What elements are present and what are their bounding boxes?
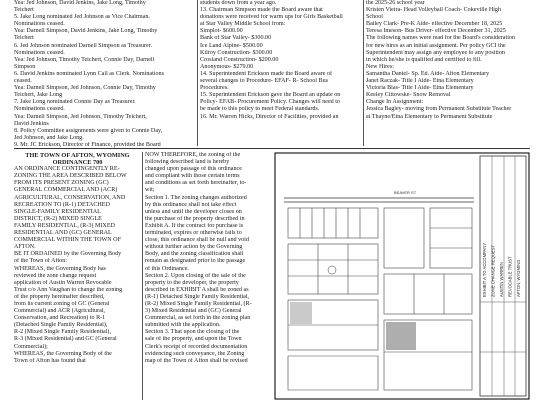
map-stamp-line: ZONE CHANGE REQUEST: [490, 244, 496, 297]
text-line: 3) Mixed Residential and (GC) General: [145, 308, 242, 315]
text-line: Teichert: [14, 7, 34, 14]
text-line: submitted with the application.: [145, 322, 221, 329]
text-line: Kristen Vieira- Head Volleyball Coach- Cokeville High: [366, 7, 502, 14]
text-line: close, this ordinance shall be null and void: [145, 237, 249, 244]
text-line: 5. Jake Long nominated Jed Johnson as Vice Chairman.: [14, 14, 150, 21]
text-line: Yea: Darnell Simpson, David Jenkins, Jake Long, Timothy: [14, 28, 158, 35]
text-line: Section 1. The zoning changes authorized: [145, 194, 247, 201]
text-line: Trust c/o Ann Vaughan to change the zoning: [14, 286, 123, 293]
text-line: Superintendent may assign any employee to any position: [366, 49, 505, 56]
map-stamp-line: REVOCABLE TRUST: [507, 256, 513, 297]
text-line: Yea: Jed Johnson, David Jenkins, Jake Long, Timothy: [14, 0, 146, 6]
text-line: (R-2) Mixed Single Family Residential, (R-: [145, 300, 252, 307]
text-line: of the property hereinafter described,: [14, 293, 105, 300]
text-line: 8. Policy Committee assignments were given to Connie Day,: [14, 127, 163, 134]
text-line: Procedures.: [200, 85, 229, 92]
column-divider: [363, 0, 364, 146]
text-line: wit;: [145, 187, 155, 194]
minutes-column-right: [366, 0, 531, 121]
text-line: remain as designated prior to the passage: [145, 258, 246, 265]
text-line: 6. David Jenkins nominated Lynn Call as Clerk. Nominations: [14, 70, 164, 77]
text-line: 6. Jed Johnson nominated Darnell Simpson as Treasurer.: [14, 42, 152, 49]
text-line: of the Town of Afton:: [14, 258, 67, 265]
text-line: described in EXHIBIT A shall be zoned as: [145, 286, 249, 293]
text-line: ZONING THE AREA DESCRIBED BELOW: [14, 173, 127, 180]
text-line: 13. Chairman Simpson made the Board aware that: [200, 7, 323, 14]
text-line: SINGLE-FAMILY RESIDENTIAL: [14, 208, 101, 215]
map-stamp-line: AUSTIN WARREN: [499, 262, 504, 297]
street-label: BEAVER ST: [394, 190, 417, 195]
text-line: map of the Town of Afton shall be revised: [145, 357, 248, 364]
text-line: Section 3. That upon the closing of the: [145, 329, 240, 336]
text-line: the purchase of the property described in: [145, 215, 245, 222]
text-line: Kilroy Construction- $300.00: [200, 49, 273, 56]
text-line: DISTRICT, (R-2) MIXED SINGLE: [14, 215, 102, 222]
ordinance-number: ORDINANCE 700: [52, 159, 103, 167]
text-line: 14. Superintendent Erickson made the Board aware of: [200, 70, 332, 77]
text-line: Section 2. Upon closing of the sale of the: [145, 272, 246, 279]
text-line: Exhibit A. If the contract for purchase is: [145, 222, 244, 229]
ordinance-column-left: [14, 152, 141, 365]
text-line: R-3 (Mixed Residential) and GC (General: [14, 336, 117, 343]
text-line: Simplot- $600.00: [200, 28, 243, 35]
text-line: and conditions as set forth hereinafter, to-: [145, 180, 247, 187]
text-line: following described land is hereby: [145, 159, 230, 166]
text-line: David Jenkins: [14, 120, 49, 127]
text-line: GENERAL COMMERCIAL AND (ACR): [14, 187, 118, 194]
minutes-column-middle: [200, 0, 360, 121]
text-line: the 2025-26 school year: [366, 0, 425, 6]
text-line: COMMERCIAL WITHIN THE TOWN OF: [14, 237, 121, 244]
text-line: Nominations ceased.: [14, 21, 65, 28]
text-line: Jed Johnson, and Jake Long.: [14, 134, 84, 141]
text-line: Teichert: [14, 35, 34, 42]
text-line: WHEREAS, the Governing Body has: [14, 265, 106, 272]
text-line: RECREATION TO (R-1) DETACHED: [14, 201, 110, 208]
text-line: R-2 (Mixed Single Family Residential),: [14, 329, 111, 336]
text-line: Commercial, as set forth in the zoning plan: [145, 315, 251, 322]
text-line: (Detached Single Family Residential),: [14, 322, 108, 329]
ordinance-town-title: THE TOWN OF AFTON, WYOMING: [25, 152, 130, 159]
text-line: Janet Raczak- Title I Aide- Etna Elementary: [366, 78, 474, 85]
text-line: Body, and the zoning classification shall: [145, 251, 244, 258]
text-line: reviewed the zone change request: [14, 272, 97, 279]
text-line: at Thayne/Etna Elementary to Permanent Substitute: [366, 113, 493, 120]
text-line: unless and until the developer closes on: [145, 208, 242, 215]
text-line: Anonymous- $279.00: [200, 63, 254, 70]
text-line: Samantha Daniel- Sp. Ed. Aide- Afton Elementary: [366, 70, 490, 77]
text-line: Teresa Imeson- Bus Driver- effective December 31, 2025: [366, 28, 506, 35]
section-divider: [14, 148, 530, 149]
text-line: 9. Mr. JC Erickson, Director of Finance, provided the Board: [14, 141, 161, 148]
text-line: AN ORDINANCE CONTINGENTLY RE-: [14, 166, 120, 173]
text-line: Victoria Bias- Title I Aide- Etna Elementary: [366, 85, 474, 92]
column-divider: [197, 0, 198, 146]
text-line: several changes to Procedure- EFAF- R- School Bus: [200, 78, 328, 85]
text-line: FAMILY RESIDENTIAL, (R-3) MIXED: [14, 222, 115, 229]
ordinance-column-middle: [145, 152, 270, 365]
text-line: students down from a year ago.: [200, 0, 277, 6]
text-line: changed upon passage of this ordinance: [145, 166, 242, 173]
text-line: Yea: Darnell Simpson, Jed Johnson, Timothy Teichert,: [14, 113, 147, 120]
text-line: application of Austin Warren Revocable: [14, 279, 112, 286]
text-line: of this Ordinance.: [145, 265, 189, 272]
text-line: Yea: Jed Johnson, Timothy Teichert, Connie Day, Darnell: [14, 56, 155, 63]
text-line: ceased.: [14, 78, 32, 85]
text-line: from its current zoning of GC (General: [14, 300, 110, 307]
text-line: sale of the property, and upon the Town: [145, 336, 242, 343]
text-line: Conservation, and Recreation) to R-1: [14, 315, 106, 322]
text-line: Town of Afton has found that: [14, 357, 86, 364]
text-line: terminated, expires or otherwise fails to: [145, 230, 242, 237]
text-line: Policy- EFAB- Procurement Policy. Changes will need to: [200, 99, 340, 106]
text-line: New Hires:: [366, 63, 394, 70]
text-line: donations were received for warm ups for Girls Basketball: [200, 14, 343, 21]
text-line: 15. Superintendent Erickson gave the Board an update on: [200, 92, 341, 99]
text-line: Clerk's receipt of recorded documentation: [145, 343, 248, 350]
text-line: Yea: Darnell Simpson, Jed Johnson, Connie Day, Timothy: [14, 85, 156, 92]
text-line: School: [366, 14, 383, 21]
text-line: 16. Mr. Warren Hicks, Director of Facilities, provided an: [200, 113, 339, 120]
text-line: Change In Assignment:: [366, 99, 424, 106]
text-line: Bailey Clark- Pre-K Aide- effective December 18, 2025: [366, 21, 503, 28]
zoning-map-exhibit: [274, 152, 530, 400]
text-line: Jessica Bagley- moving from Permanent Substitute Teacher: [366, 106, 512, 113]
text-line: in which he/she is qualified and certified to fill.: [366, 56, 482, 63]
text-line: NOW THEREFORE, the zoning of the: [145, 152, 241, 158]
text-line: at Star Valley Middle School from:: [200, 21, 286, 28]
column-divider: [142, 152, 143, 400]
text-line: Ice Land Alpine- $500.00: [200, 42, 263, 49]
text-line: Commercial) and ACR (Agricultural,: [14, 308, 106, 315]
text-line: evidencing such conveyance, the Zoning: [145, 350, 245, 357]
text-line: RESIDENTIAL AND (GC) GENERAL: [14, 230, 112, 237]
text-line: for new hires as an initial assignment. Per policy GCI the: [366, 42, 506, 49]
text-line: BE IT ORDAINED by the Governing Body: [14, 251, 122, 258]
text-line: Bank of Star Valley- $300.00: [200, 35, 272, 42]
text-line: property to the developer, the property: [145, 279, 239, 286]
text-line: Simpson: [14, 63, 36, 70]
text-line: Keeley Cittowske- Snow Removal: [366, 92, 451, 99]
text-line: Nominations ceased.: [14, 49, 65, 56]
text-line: Crosland Construction- $200.00: [200, 56, 279, 63]
text-line: WHEREAS, the Governing Body of the: [14, 350, 112, 357]
text-line: 7. Jake Long nominated Connie Day as Treasurer.: [14, 99, 136, 106]
text-line: FROM ITS PRESENT ZONING (GC): [14, 180, 109, 187]
text-line: AGRICULTURAL, CONSERVATION, AND: [14, 194, 126, 201]
map-stamp-line: AFTON, WYOMING: [516, 259, 521, 297]
text-line: without further action by the Governing: [145, 244, 243, 251]
zone-shading: [290, 302, 312, 324]
text-line: The following names were read for the Board's consideration: [366, 35, 515, 42]
minutes-column-left: [14, 0, 194, 149]
text-line: (R-1) Detached Single Family Residential,: [145, 293, 250, 300]
text-line: and compliant with those certain terms: [145, 173, 240, 180]
text-line: by this ordinance shall not take effect: [145, 201, 237, 208]
text-line: be made to this policy to meet Federal standards.: [200, 106, 320, 113]
text-line: Teichert, Jake Long: [14, 92, 63, 99]
text-line: Commercial);: [14, 343, 48, 350]
text-line: Nominations ceased.: [14, 106, 65, 113]
map-stamp-line: EXHIBIT A TO ACCOMPANY: [482, 242, 487, 297]
zone-shading: [386, 322, 416, 350]
text-line: AFTON.: [14, 244, 36, 251]
